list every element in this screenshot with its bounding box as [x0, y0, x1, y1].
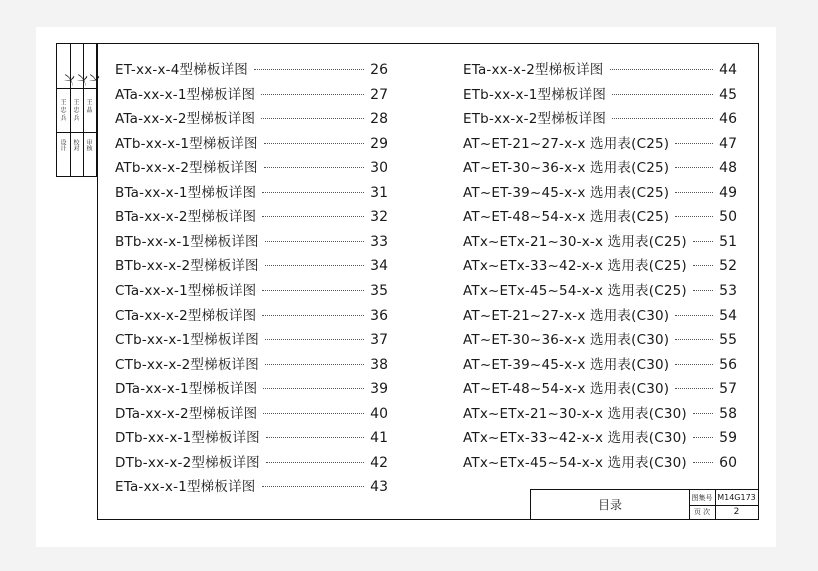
dot-leader	[266, 462, 364, 463]
toc-entry-title: DTb-xx-x-1型梯板详图	[115, 430, 260, 447]
toc-entry-title: BTa-xx-x-2型梯板详图	[115, 209, 257, 226]
designer-signature: 乂	[61, 73, 77, 87]
dot-leader	[693, 462, 713, 463]
toc-entry-title: ET-xx-x-4型梯板详图	[115, 62, 249, 78]
dot-leader	[264, 143, 364, 144]
toc-entry-page: 49	[719, 184, 737, 201]
dot-leader	[265, 339, 364, 340]
checker-signature: 乂	[74, 73, 90, 87]
atlas-number: M14G173	[715, 490, 758, 506]
toc-entry-title: ETa-xx-x-1型梯板详图	[115, 479, 256, 496]
dot-leader	[693, 437, 713, 438]
toc-entry-title: CTb-xx-x-2型梯板详图	[115, 356, 259, 373]
toc-entry	[115, 132, 388, 152]
toc-entry-title: BTa-xx-x-1型梯板详图	[115, 184, 257, 201]
toc-entry-page: 47	[719, 135, 737, 152]
toc-entry	[463, 205, 737, 226]
toc-entry-page: 39	[370, 381, 388, 398]
dot-leader	[261, 118, 364, 119]
toc-entry-title: AT~ET-48~54-x-x 选用表(C25)	[463, 209, 670, 226]
toc-entry-title: ATb-xx-x-2型梯板详图	[115, 160, 258, 177]
toc-entry-page: 28	[370, 111, 388, 128]
designed-label: 设计	[59, 139, 66, 151]
toc-entry-page: 56	[719, 356, 737, 373]
dot-leader	[262, 315, 364, 316]
toc-entry	[463, 279, 737, 299]
toc-entry-page: 57	[719, 381, 737, 398]
dot-leader	[262, 216, 364, 217]
toc-entry	[115, 83, 388, 103]
toc-entry-title: AT~ET-21~27-x-x 选用表(C30)	[463, 307, 670, 324]
toc-entry-page: 53	[719, 282, 737, 299]
checker-name: 王 忠 兵	[72, 99, 79, 121]
approval-divider	[57, 88, 96, 89]
toc-entry	[115, 451, 388, 471]
toc-entry-page: 29	[370, 135, 388, 152]
toc-entry-page: 60	[719, 454, 737, 471]
toc-entry-page: 30	[370, 160, 388, 177]
toc-entry-page: 40	[370, 405, 388, 422]
toc-entry-title: ATx~ETx-33~42-x-x 选用表(C25)	[463, 258, 687, 275]
dot-leader	[693, 241, 713, 242]
toc-entry	[463, 254, 737, 275]
dot-leader	[265, 364, 364, 365]
dot-leader	[675, 364, 713, 365]
toc-entry	[115, 377, 388, 398]
dot-leader	[693, 265, 713, 266]
dot-leader	[675, 388, 713, 389]
toc-entry-title: AT~ET-30~36-x-x 选用表(C25)	[463, 160, 670, 177]
reviewer-signature: 乂	[86, 73, 102, 87]
dot-leader	[254, 69, 364, 70]
toc-entry-page: 38	[370, 356, 388, 373]
dot-leader	[675, 192, 713, 193]
toc-entry-title: BTb-xx-x-2型梯板详图	[115, 258, 259, 275]
approval-divider	[83, 44, 84, 176]
page-title: 目录	[531, 490, 690, 519]
toc-entry	[463, 230, 737, 250]
toc-entry-page: 43	[370, 479, 388, 496]
dot-leader	[265, 265, 364, 266]
toc-entry-page: 55	[719, 332, 737, 349]
toc-entry-page: 34	[370, 258, 388, 275]
toc-entry-page: 58	[719, 405, 737, 422]
toc-entry	[115, 107, 388, 128]
toc-entry-title: ATa-xx-x-1型梯板详图	[115, 86, 256, 103]
dot-leader	[693, 413, 713, 414]
toc-entry	[463, 181, 737, 201]
toc-entry-title: AT~ET-48~54-x-x 选用表(C30)	[463, 381, 670, 398]
toc-entry-title: ATx~ETx-45~54-x-x 选用表(C30)	[463, 454, 687, 471]
toc-entry-page: 32	[370, 209, 388, 226]
toc-entry-title: ATx~ETx-21~30-x-x 选用表(C30)	[463, 405, 687, 422]
toc-entry-title: ATb-xx-x-1型梯板详图	[115, 135, 258, 152]
toc-entry	[115, 304, 388, 324]
toc-entry-title: ETa-xx-x-2型梯板详图	[463, 62, 604, 78]
toc-entry-page: 37	[370, 332, 388, 349]
dot-leader	[265, 241, 364, 242]
page-number: 2	[733, 507, 740, 517]
approval-strip	[56, 43, 102, 177]
toc-entry-page: 48	[719, 160, 737, 177]
toc-entry-page: 46	[719, 111, 737, 128]
dot-leader	[693, 290, 713, 291]
toc-entry-page: 50	[719, 209, 737, 226]
toc-entry	[463, 451, 737, 471]
toc-entry-page: 33	[370, 233, 388, 250]
dot-leader	[263, 413, 364, 414]
toc-entry	[463, 107, 737, 128]
toc-entry	[463, 353, 737, 373]
atlas-label: 图集号	[689, 490, 716, 506]
toc-entry-title: DTa-xx-x-1型梯板详图	[115, 381, 258, 398]
toc-entry	[115, 254, 388, 275]
toc-entry-title: CTa-xx-x-2型梯板详图	[115, 307, 257, 324]
dot-leader	[612, 94, 713, 95]
toc-entry-title: ETb-xx-x-1型梯板详图	[463, 86, 607, 103]
reviewer-name: 王 晶	[85, 99, 92, 113]
toc-entry	[463, 156, 737, 177]
toc-entry-title: ATx~ETx-45~54-x-x 选用表(C25)	[463, 282, 687, 299]
approval-divider	[57, 132, 96, 133]
toc-entry-title: AT~ET-39~45-x-x 选用表(C30)	[463, 356, 670, 373]
dot-leader	[263, 388, 364, 389]
toc-entry	[115, 475, 388, 496]
toc-entry-page: 26	[370, 62, 388, 78]
toc-entry-title: DTb-xx-x-2型梯板详图	[115, 454, 260, 471]
dot-leader	[675, 143, 713, 144]
toc-entry	[463, 377, 737, 398]
dot-leader	[262, 486, 365, 487]
toc-entry-page: 41	[370, 430, 388, 447]
toc-entry-title: BTb-xx-x-1型梯板详图	[115, 233, 259, 250]
toc-entry-title: CTb-xx-x-1型梯板详图	[115, 332, 259, 349]
toc-entry	[115, 58, 388, 78]
checked-label: 校对	[72, 139, 79, 151]
page-label: 页 次	[689, 505, 716, 519]
toc-entry	[463, 58, 737, 78]
toc-entry	[463, 304, 737, 324]
toc-entry-page: 27	[370, 86, 388, 103]
toc-entry	[115, 402, 388, 422]
toc-entry	[115, 279, 388, 299]
toc-entry	[463, 426, 737, 447]
toc-entry	[115, 205, 388, 226]
toc-entry	[115, 353, 388, 373]
toc-entry-title: AT~ET-39~45-x-x 选用表(C25)	[463, 184, 670, 201]
toc-entry-title: AT~ET-21~27-x-x 选用表(C25)	[463, 135, 670, 152]
toc-entry	[115, 328, 388, 349]
approval-divider	[70, 44, 71, 176]
toc-entry-page: 45	[719, 86, 737, 103]
toc-entry-page: 42	[370, 454, 388, 471]
toc-entry-title: CTa-xx-x-1型梯板详图	[115, 282, 257, 299]
toc-entry-page: 52	[719, 258, 737, 275]
toc-entry	[115, 181, 388, 201]
dot-leader	[610, 69, 714, 70]
dot-leader	[264, 167, 364, 168]
reviewed-label: 审核	[85, 139, 92, 151]
toc-entry-title: ATa-xx-x-2型梯板详图	[115, 111, 256, 128]
toc-entry-page: 59	[719, 430, 737, 447]
dot-leader	[266, 437, 364, 438]
toc-entry	[463, 328, 737, 349]
toc-entry-page: 54	[719, 307, 737, 324]
toc-entry	[463, 83, 737, 103]
dot-leader	[675, 216, 713, 217]
toc-entry-page: 36	[370, 307, 388, 324]
toc-entry	[115, 426, 388, 447]
dot-leader	[675, 339, 713, 340]
toc-entry	[115, 230, 388, 250]
toc-entry-page: 35	[370, 282, 388, 299]
designer-name: 王 忠 兵	[59, 99, 66, 121]
toc-entry-page: 31	[370, 184, 388, 201]
title-block	[530, 489, 759, 520]
toc-entry-title: ATx~ETx-21~30-x-x 选用表(C25)	[463, 233, 687, 250]
toc-entry	[463, 132, 737, 152]
dot-leader	[612, 118, 713, 119]
toc-entry-page: 51	[719, 233, 737, 250]
toc-entry-title: ETb-xx-x-2型梯板详图	[463, 111, 607, 128]
toc-entry-title: AT~ET-30~36-x-x 选用表(C30)	[463, 332, 670, 349]
dot-leader	[262, 192, 364, 193]
dot-leader	[675, 315, 713, 316]
toc-entry-page: 44	[719, 62, 737, 78]
toc-entry	[115, 156, 388, 177]
toc-entry	[463, 402, 737, 422]
dot-leader	[675, 167, 713, 168]
dot-leader	[261, 94, 364, 95]
dot-leader	[262, 290, 364, 291]
toc-entry-title: ATx~ETx-33~42-x-x 选用表(C30)	[463, 430, 687, 447]
toc-entry-title: DTa-xx-x-2型梯板详图	[115, 405, 258, 422]
